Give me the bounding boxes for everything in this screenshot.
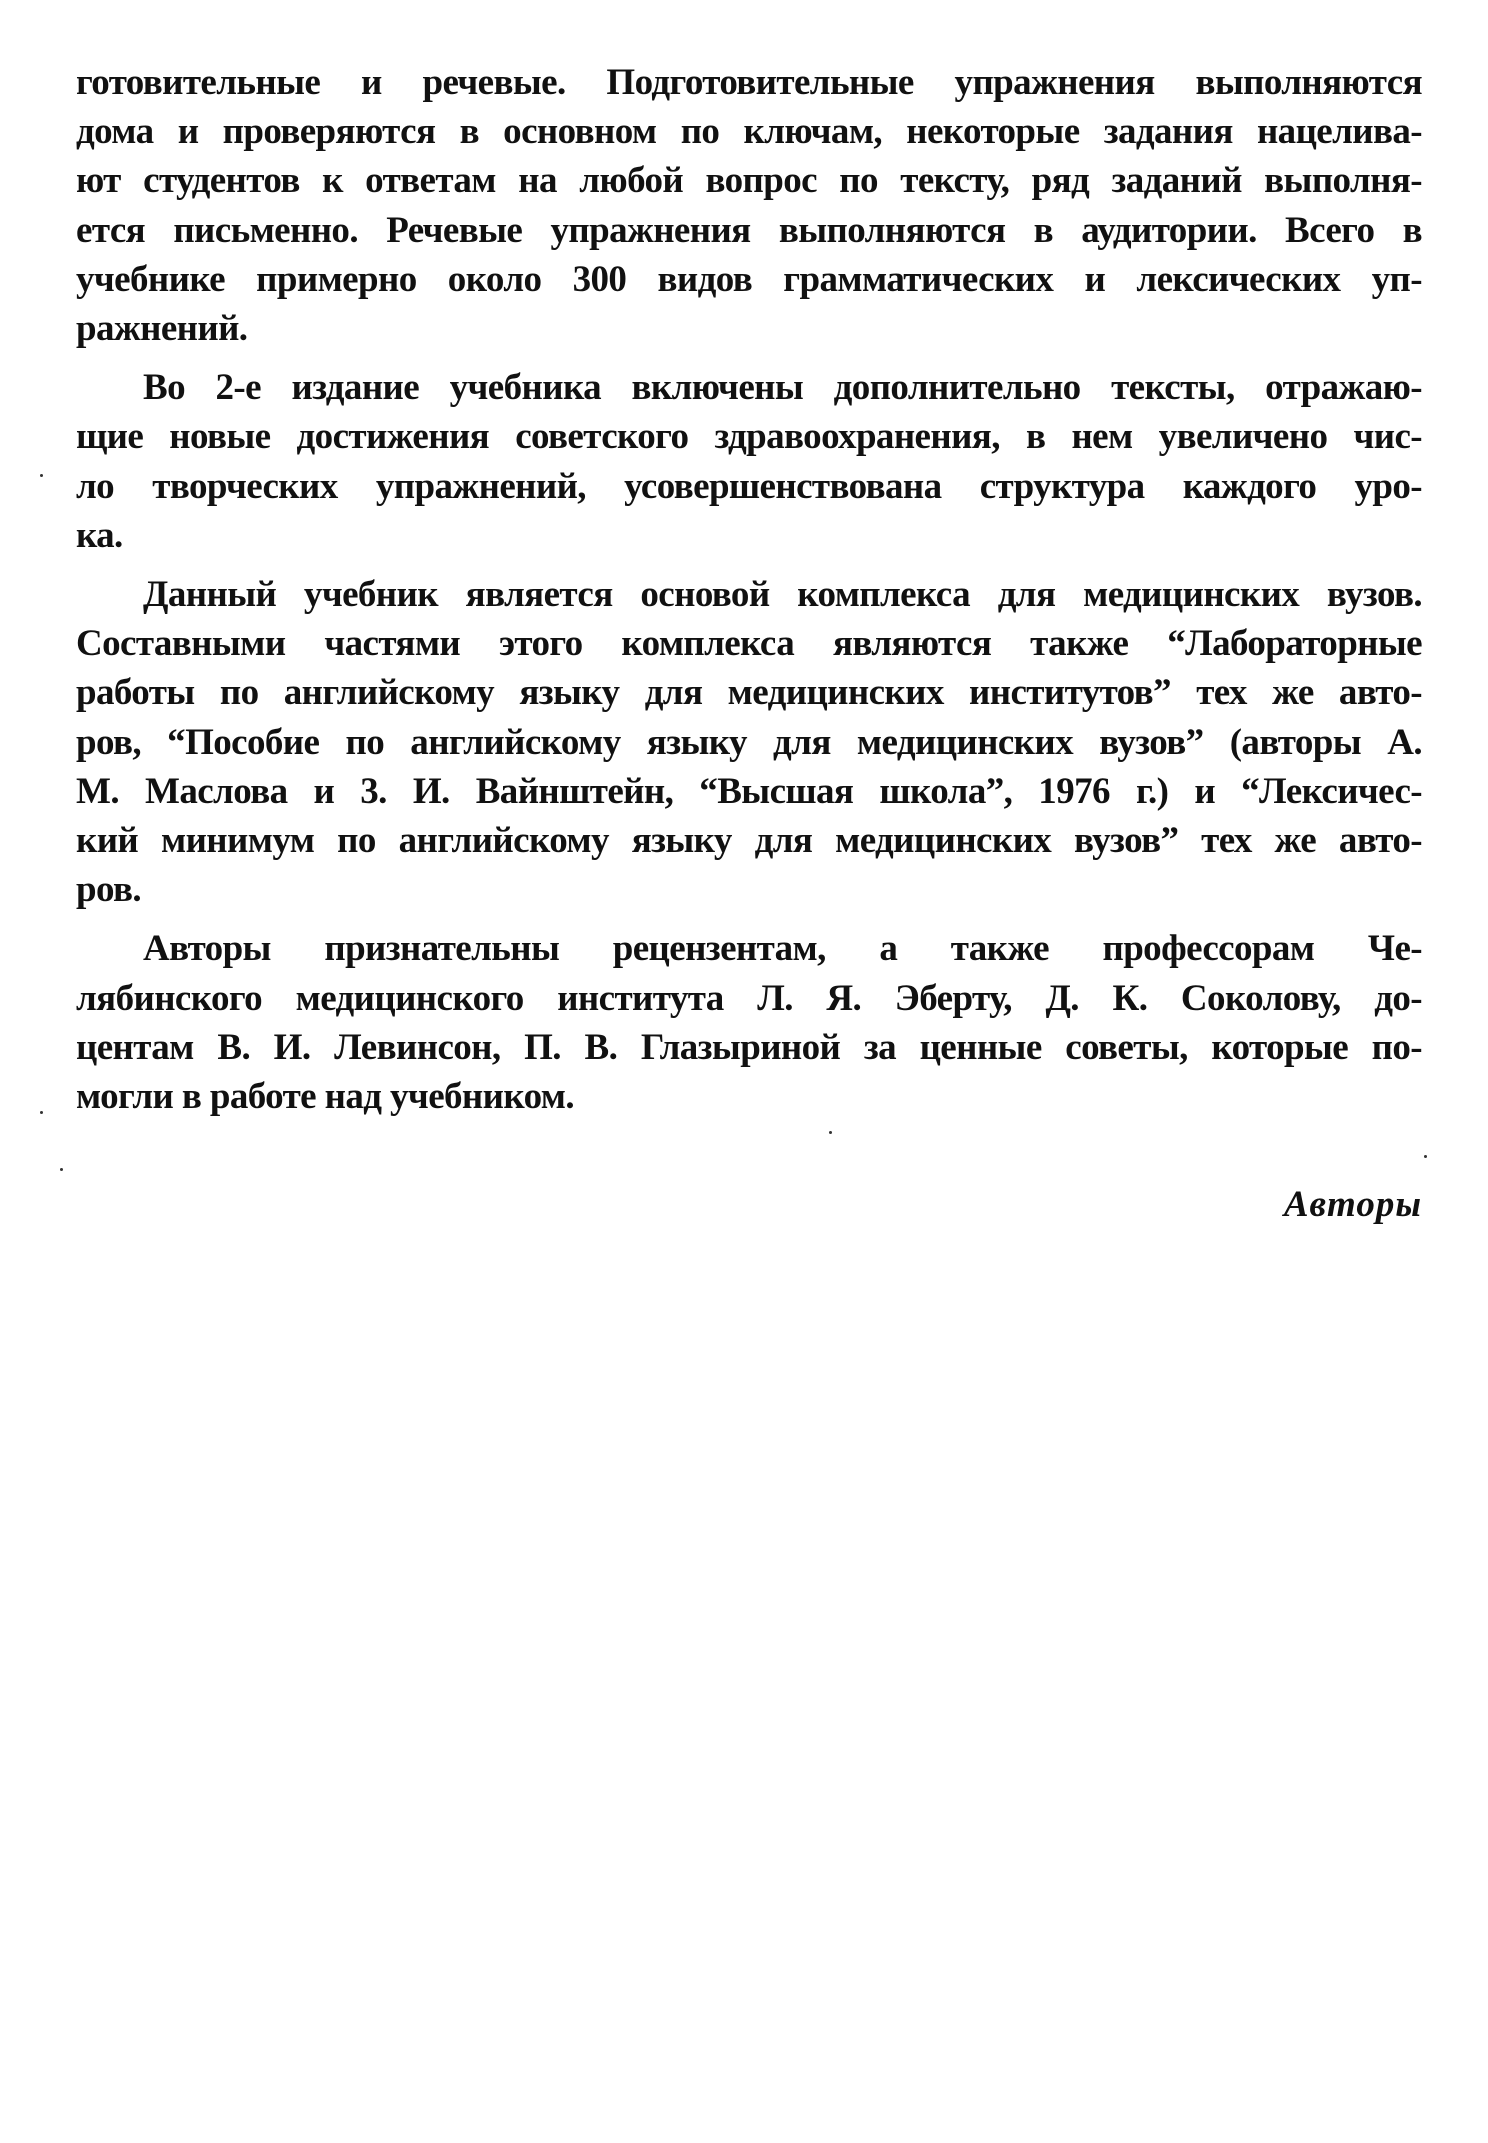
text-line: кий минимум по английскому языку для медицинских вузов” тех же авто- — [76, 820, 1422, 862]
text-line: ется письменно. Речевые упражнения выполняются в аудитории. Всего в — [76, 209, 1422, 251]
signature: Авторы — [1283, 1184, 1422, 1225]
text-line: Данный учебник является основой комплекса для медицинских вузов. — [143, 574, 1422, 616]
scan-speck — [40, 1111, 43, 1114]
text-line: ражнений. — [76, 308, 248, 350]
bold-lead: готовительные и речевые. — [76, 62, 566, 103]
text-line: ка. — [76, 514, 123, 556]
text-line: учебнике примерно около 300 видов грамматических и лексических уп- — [76, 258, 1422, 300]
text-line: Во 2-е издание учебника включены дополнительно тексты, отражаю- — [143, 367, 1422, 409]
scan-speck — [1424, 1155, 1427, 1158]
document-page — [76, 58, 1422, 1225]
text-line: М. Маслова и 3. И. Вайнштейн, “Высшая школа”, 1976 г.) и “Лексичес- — [76, 770, 1422, 812]
text-line: щие новые достижения советского здравоохранения, в нем увеличено чис- — [76, 416, 1422, 458]
text-line: лябинского медицинского института Л. Я. Эберту, Д. К. Соколову, до- — [76, 977, 1422, 1019]
text-line: ло творческих упражнений, усовершенствована структура каждого уро- — [76, 465, 1422, 507]
text-line: Авторы признательны рецензентам, а также профессорам Че- — [143, 928, 1422, 970]
text-line: могли в работе над учебником. — [76, 1076, 575, 1118]
scan-speck — [829, 1131, 832, 1134]
text-line: Составными частями этого комплекса являются также “Лабораторные — [76, 623, 1422, 665]
text-line: ров, “Пособие по английскому языку для медицинских вузов” (авторы А. — [76, 721, 1422, 763]
scan-speck — [40, 474, 43, 477]
text-line: ров. — [76, 869, 141, 911]
text-line: центам В. И. Левинсон, П. В. Глазыриной за ценные советы, которые по- — [76, 1026, 1422, 1068]
body-text — [76, 58, 1422, 1121]
text-line: ют студентов к ответам на любой вопрос по тексту, ряд заданий выполня- — [76, 160, 1422, 202]
text-line: готовительные и речевые. Подготовительные упражнения выполняются — [76, 62, 1422, 103]
scan-speck — [60, 1168, 63, 1171]
text-line: дома и проверяются в основном по ключам, некоторые задания нацелива- — [76, 111, 1422, 153]
text-line: работы по английскому языку для медицинских институтов” тех же авто- — [76, 672, 1422, 714]
